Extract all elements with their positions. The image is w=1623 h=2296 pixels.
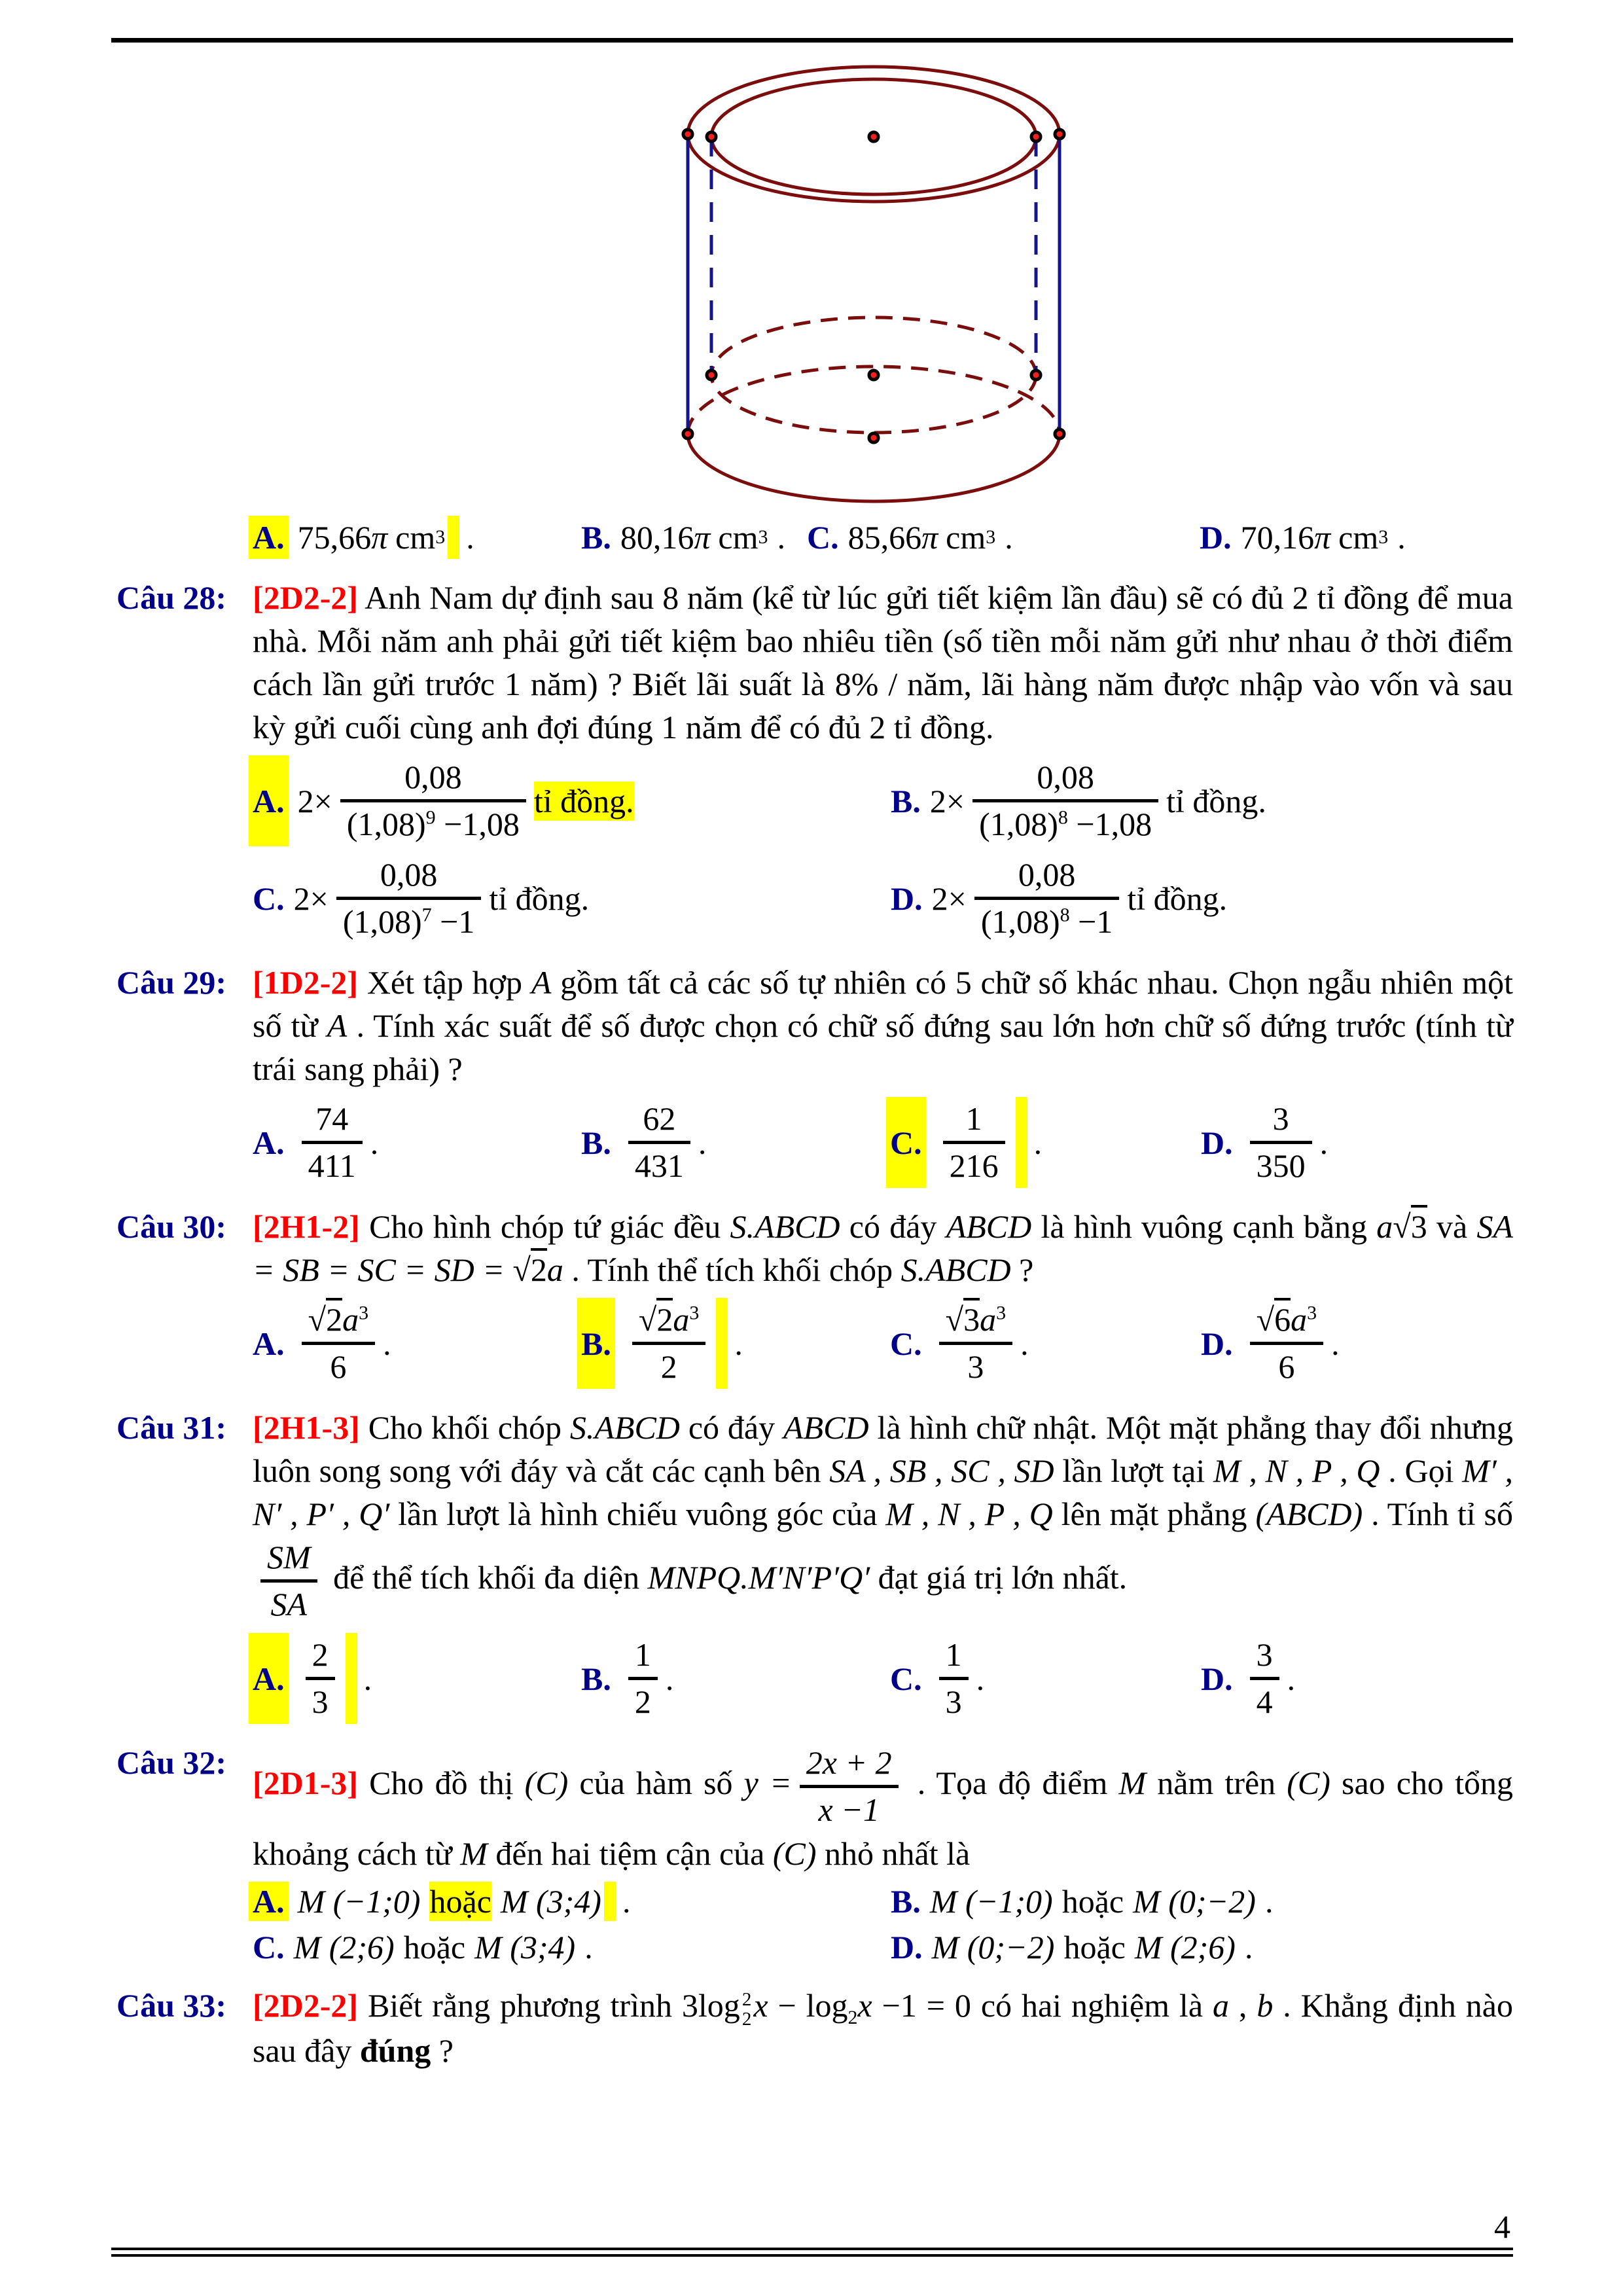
- question-number: Câu 29:: [116, 964, 227, 1001]
- unit: cm: [395, 519, 436, 556]
- radical-sign: √: [308, 1301, 327, 1338]
- question-tag: [1D2-2]: [253, 964, 359, 1001]
- period: .: [777, 519, 786, 556]
- log-equation: 3log 2 2 $x - \log_2x -1 = 0$: [681, 1987, 971, 2030]
- fraction: $\frac{0,08}{(1,08)^7 -1}$: [336, 855, 482, 941]
- option-D: D. $\frac{3}{350}$ .: [1201, 1100, 1329, 1184]
- options-row: [253, 1633, 1513, 1724]
- radical-sign: √: [1256, 1301, 1275, 1338]
- question-32: [116, 1741, 1513, 1967]
- period: .: [466, 519, 474, 556]
- option-letter: A.: [249, 516, 289, 559]
- radical-sign: √: [945, 1301, 964, 1338]
- option-A: [253, 755, 891, 846]
- option-tail: tỉ đồng.: [1166, 782, 1266, 819]
- option-B: B. 80,16 π cm 3 .: [581, 516, 807, 559]
- option-letter: C.: [807, 519, 839, 556]
- question-31: [116, 1406, 1513, 1724]
- question-body: [2H1-3] Cho khối chóp S.ABCD có đáy ABCD là hình chữ nhật. Một mặt phẳng thay đổi nhưng luôn song song với đáy và cắt các cạnh bên SA , SB , SC , SD lần lượt tại M , N , P , Q . Gọi M′ , N′ , P′ , Q′ lần lượt là hình chiếu vuông góc của M , N , P , Q lên mặt phẳng (ABCD) . Tính tỉ số $\frac{SM}{SA}$ để thể tích khối đa diện MNPQ.M′N′P′Q′ đạt giá trị lớn nhất. A. $\frac{2}{3}$ . B. $\frac{1}{2}$ . C. $\frac{1}{3}$ . D. $\frac{3}{4}$ .: [253, 1406, 1513, 1724]
- fraction: $\frac{3}{4}$: [1250, 1636, 1279, 1721]
- header-rule: [111, 38, 1513, 43]
- period: .: [1397, 519, 1406, 556]
- coefficient: 2×: [929, 782, 965, 819]
- option-D: D. M (0;−2) hoặc M (2;6) .: [891, 1929, 1253, 1965]
- fraction: $\frac{1}{2}$: [628, 1636, 658, 1721]
- highlight-strip: [716, 1298, 728, 1389]
- option-tail: tỉ đồng.: [533, 782, 634, 819]
- ratio-fraction: $\frac{SM}{SA}$: [260, 1538, 317, 1624]
- question-number: Câu 31:: [116, 1409, 227, 1446]
- highlight-strip: [448, 516, 459, 559]
- option-A: A. $\frac{√2a^3}{6}$ .: [253, 1298, 581, 1389]
- question-body: [2H1-2] Cho hình chóp tứ giác đều S.ABCD có đáy ABCD là hình vuông cạnh bằng a√3 và SA = SB = SC = SD = √2a . Tính thể tích khối chóp S.ABCD ? A. $\frac{√2a^3}{6}$ . B. $\frac{√2a^3}{2}$ . C. $\frac{√3a^3}{3}$ . D. $\frac{√6a^3}{6}$ .: [253, 1205, 1513, 1389]
- option-A: A. $\frac{74}{411}$ .: [253, 1100, 379, 1184]
- option-B: B. $\frac{1}{2}$ .: [581, 1636, 674, 1720]
- option-value: 75,66: [297, 519, 372, 556]
- highlight-strip: [346, 1633, 357, 1724]
- options-row: [253, 1097, 1513, 1188]
- pi-symbol: π: [1314, 519, 1331, 556]
- option-B: B. $\frac{62}{431}$ .: [581, 1100, 707, 1184]
- option-C: [253, 853, 891, 944]
- question-28: [116, 576, 1513, 944]
- fraction: $\frac{√2a^3}{6}$: [302, 1300, 375, 1386]
- unit: cm: [946, 519, 986, 556]
- emphasis: đúng: [359, 2032, 431, 2069]
- question-body: [2D2-2] Biết rằng phương trình 3log 2 2 $x - \log_2x -1 = 0$ có hai nghiệm là a , b . Khẳng định nào sau đây đúng ?: [253, 1987, 1514, 2069]
- fraction: $\frac{√3a^3}{3}$: [939, 1300, 1012, 1386]
- options-row-1: [253, 1882, 1513, 1921]
- fraction: $\frac{62}{431}$: [628, 1100, 690, 1185]
- option-C: C. $\frac{√3a^3}{3}$ .: [890, 1298, 1201, 1389]
- question-number: Câu 28:: [116, 579, 227, 616]
- unit: cm: [1338, 519, 1379, 556]
- option-value: 80,16: [620, 519, 694, 556]
- fraction: $\frac{74}{411}$: [302, 1100, 363, 1185]
- question-tag: [2D1-3]: [253, 1764, 359, 1801]
- option-tail: tỉ đồng.: [489, 880, 590, 917]
- option-D: D. $\frac{√6a^3}{6}$ .: [1201, 1298, 1513, 1389]
- option-C: C. $\frac{1}{216}$ .: [890, 1097, 1201, 1188]
- question-tag: [2H1-3]: [253, 1409, 360, 1446]
- options-row-2: [253, 1928, 1513, 1967]
- fraction: $\frac{1}{216}$: [943, 1100, 1005, 1185]
- marked-points: [683, 130, 1064, 442]
- option-letter: B.: [581, 519, 611, 556]
- option-value: 70,16: [1240, 519, 1315, 556]
- option-C: C. M (2;6) hoặc M (3;4) .: [253, 1929, 593, 1965]
- cylinder-question-options: [253, 516, 1513, 559]
- fraction: $\frac{3}{350}$: [1250, 1100, 1312, 1185]
- question-number: Câu 33:: [116, 1987, 227, 2024]
- highlight-strip: [1016, 1097, 1027, 1188]
- options-row-1: [253, 755, 1513, 846]
- options-row: [253, 1298, 1513, 1389]
- question-text: Anh Nam dự định sau 8 năm (kể từ lúc gửi tiết kiệm lần đầu) sẽ có đủ 2 tỉ đồng để mua nhà. Mỗi năm anh phải gửi tiết kiệm bao nhiêu tiền (số tiền mỗi năm gửi như nhau ở thời điểm cách lần gửi trước 1 năm) ? Biết lãi suất là 8% / năm, lãi hàng năm được nhập vào vốn và sau kỳ gửi cuối cùng anh đợi đúng 1 năm để có đủ 2 tỉ đồng.: [253, 579, 1513, 745]
- option-D: [891, 853, 1513, 944]
- option-C: C. $\frac{1}{3}$ .: [890, 1636, 985, 1720]
- option-D: D. 70,16 π cm 3 .: [1200, 516, 1513, 559]
- pi-symbol: π: [921, 519, 938, 556]
- footer-rule: [111, 2248, 1513, 2257]
- option-tail: tỉ đồng.: [1127, 880, 1228, 917]
- highlight-strip: [604, 1882, 616, 1921]
- option-B: B. M (−1;0) hoặc M (0;−2) .: [891, 1883, 1274, 1920]
- page-content: [116, 516, 1513, 2072]
- question-30: [116, 1205, 1513, 1389]
- fraction: $\frac{0,08}{(1,08)^8 -1,08}$: [972, 758, 1158, 844]
- period: .: [1005, 519, 1013, 556]
- page-number: 4: [1494, 2208, 1510, 2245]
- option-A: A. $\frac{2}{3}$ .: [253, 1633, 581, 1724]
- option-D: D. $\frac{3}{4}$ .: [1201, 1636, 1296, 1720]
- fraction: $\frac{0,08}{(1,08)^8 -1}$: [974, 855, 1120, 941]
- option-A: A. 75,66 π cm 3 .: [253, 516, 581, 559]
- coefficient: 2×: [297, 782, 332, 819]
- question-body: [253, 576, 1513, 944]
- option-B: B. $\frac{√2a^3}{2}$ .: [581, 1298, 890, 1389]
- hollow-cylinder-figure: [674, 56, 1080, 514]
- fraction: $\frac{√2a^3}{2}$: [632, 1300, 705, 1386]
- option-letter: C.: [253, 880, 285, 917]
- question-number: Câu 30:: [116, 1208, 227, 1245]
- option-letter: B.: [891, 782, 921, 819]
- option-C: C. 85,66 π cm 3 .: [807, 516, 1200, 559]
- pi-symbol: π: [371, 519, 388, 556]
- question-33: [116, 1984, 1513, 2072]
- options-row-2: [253, 853, 1513, 944]
- coefficient: 2×: [931, 880, 967, 917]
- fraction: $\frac{1}{3}$: [939, 1636, 969, 1721]
- unit: cm: [718, 519, 758, 556]
- function-fraction: $\frac{2x + 2}{x -1}$: [800, 1744, 899, 1829]
- option-letter: A.: [249, 755, 289, 846]
- option-letter: D.: [891, 880, 923, 917]
- option-B: [891, 755, 1513, 846]
- option-letter: D.: [1200, 519, 1232, 556]
- fraction: $\frac{√6a^3}{6}$: [1250, 1300, 1323, 1386]
- question-tag: [2H1-2]: [253, 1208, 360, 1245]
- question-tag: [2D2-2]: [253, 1987, 359, 2024]
- option-A: A. M (−1;0) hoặc M (3;4) .: [253, 1882, 891, 1921]
- question-body: [1D2-2] Xét tập hợp A gồm tất cả các số tự nhiên có 5 chữ số khác nhau. Chọn ngẫu nhiên một số từ A . Tính xác suất để số được chọn có chữ số đứng sau lớn hơn chữ số đứng trước (tính từ trái sang phải) ? A. $\frac{74}{411}$ . B. $\frac{62}{431}$ . C. $\frac{1}{216}$ . D. $\frac{3}{350}$ .: [253, 961, 1513, 1188]
- question-number: Câu 32:: [116, 1744, 227, 1781]
- radical-sign: √: [638, 1301, 657, 1338]
- radical-sign: √: [1393, 1208, 1411, 1245]
- question-body: [2D1-3] Cho đồ thị (C) của hàm số y = $\frac{2x + 2}{x -1}$ . Tọa độ điểm M nằm trên (C) sao cho tổng khoảng cách từ M đến hai tiệm cận của (C) nhỏ nhất là A. M (−1;0) hoặc M (3;4) . B. M (−1;0) hoặc M (0;−2) . C. M (2;6) hoặc M (3;4) . D. M (0;−2) hoặc M (2;6) .: [253, 1741, 1513, 1967]
- question-29: [116, 961, 1513, 1188]
- question-tag: [2D2-2]: [253, 579, 359, 616]
- pi-symbol: π: [694, 519, 711, 556]
- option-value: 85,66: [847, 519, 922, 556]
- coefficient: 2×: [293, 880, 329, 917]
- radical-sign: √: [512, 1251, 531, 1288]
- fraction: $\frac{0,08}{(1,08)^9 -1,08}$: [340, 758, 526, 844]
- fraction: $\frac{2}{3}$: [306, 1636, 335, 1721]
